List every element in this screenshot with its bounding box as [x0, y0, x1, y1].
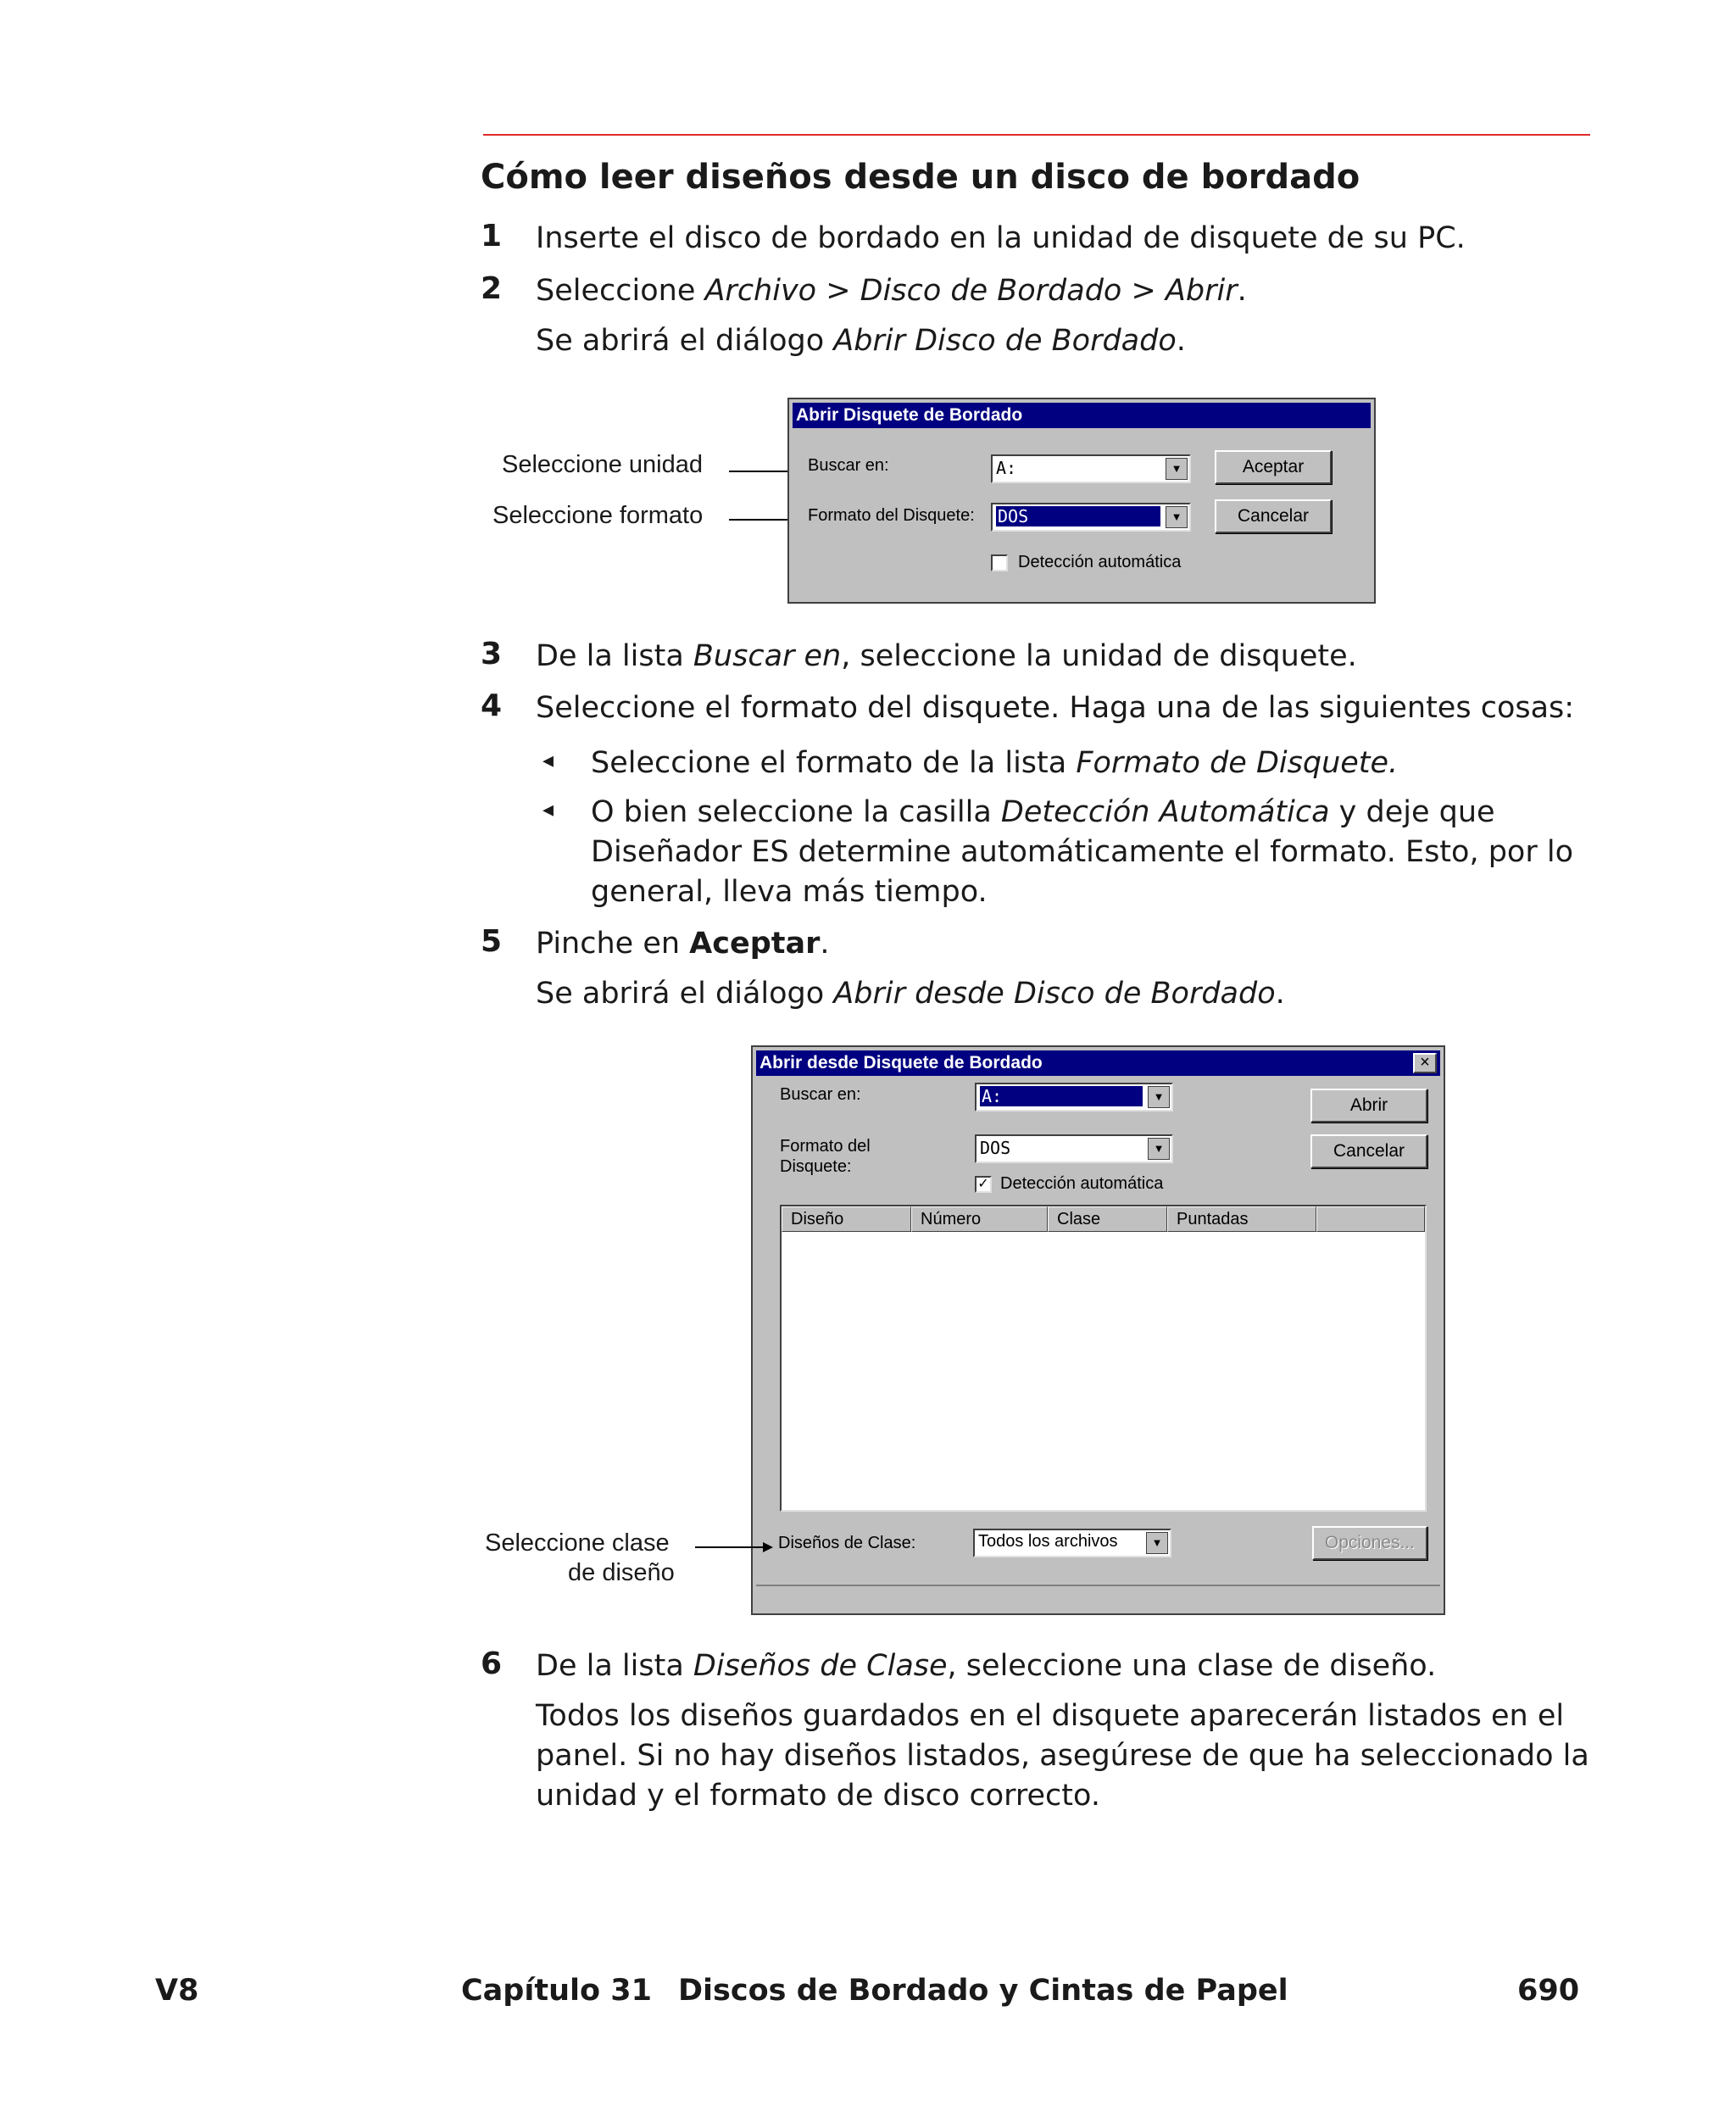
callout-seleccione-clase: Seleccione clase [485, 1529, 670, 1557]
close-icon[interactable]: × [1413, 1053, 1437, 1073]
formato-label-line2: Disquete: [780, 1157, 852, 1176]
step-2-number: 2 [481, 271, 503, 306]
step-6-result-line2: panel. Si no hay diseños listados, asegúrese de que ha seleccionado la [536, 1739, 1589, 1773]
formato-combo[interactable] [991, 503, 1191, 532]
buscar-en-value: A: [996, 458, 1017, 478]
step-5-result: Se abrirá el diálogo Abrir desde Disco de Bordado. [536, 977, 1285, 1011]
step-2-text: Seleccione Archivo > Disco de Bordado > Abrir. [536, 274, 1247, 308]
step-5-text: Pinche en Aceptar. [536, 927, 830, 961]
chevron-down-icon[interactable]: ▼ [1148, 1086, 1170, 1108]
dialog-abrir-desde-disquete [751, 1045, 1445, 1615]
designs-list[interactable] [780, 1205, 1427, 1512]
footer-page-number: 690 [1517, 1974, 1580, 2008]
cancelar-button[interactable]: Cancelar [1310, 1134, 1427, 1168]
step-1-number: 1 [481, 219, 503, 253]
aceptar-bold: Aceptar [689, 927, 821, 961]
step-6-result-line3: unidad y el formato de disco correcto. [536, 1779, 1100, 1813]
column-empty [1316, 1206, 1425, 1232]
auto-detect-checkbox[interactable]: ✓ [975, 1176, 992, 1193]
footer-chapter: Capítulo 31 [461, 1974, 652, 2008]
abrir-button[interactable]: Abrir [1310, 1089, 1427, 1123]
step-3-text: De la lista Buscar en, seleccione la unidad de disquete. [536, 639, 1357, 673]
bullet-marker: ◂ [542, 748, 554, 773]
clase-label: Diseños de Clase: [778, 1534, 916, 1552]
dialog-title: Abrir desde Disquete de Bordado [756, 1050, 1440, 1076]
buscar-en-combo[interactable] [975, 1083, 1173, 1111]
column-clase[interactable]: Clase [1048, 1206, 1167, 1232]
chevron-down-icon[interactable]: ▼ [1148, 1138, 1170, 1160]
formato-value: DOS [980, 1138, 1011, 1158]
clase-combo[interactable] [973, 1529, 1171, 1557]
callout-de-diseno: de diseño [568, 1559, 675, 1586]
auto-detect-checkbox[interactable] [991, 554, 1008, 571]
buscar-en-value: A: [980, 1086, 1143, 1106]
bullet-1-text: Seleccione el formato de la lista Formato de Disquete. [591, 746, 1399, 780]
chevron-down-icon[interactable]: ▼ [1146, 1532, 1168, 1554]
column-numero[interactable]: Número [911, 1206, 1048, 1232]
status-bar [756, 1585, 1440, 1610]
dialog-abrir-disquete [787, 398, 1376, 604]
header-rule [483, 134, 1590, 136]
step-1-text: Inserte el disco de bordado en la unidad de disquete de su PC. [536, 221, 1466, 255]
chevron-down-icon[interactable]: ▼ [1166, 506, 1188, 528]
chevron-down-icon[interactable]: ▼ [1166, 458, 1188, 480]
step-6-number: 6 [481, 1646, 503, 1681]
step-3-number: 3 [481, 637, 503, 671]
bullet-2-line2: Diseñador ES determine automáticamente el formato. Esto, por lo [591, 835, 1573, 869]
formato-label: Formato del Disquete: [808, 506, 975, 525]
auto-detect-label: Detección automática [1000, 1174, 1164, 1193]
menu-path: Archivo > Disco de Bordado > Abrir [704, 274, 1238, 308]
aceptar-button[interactable]: Aceptar [1215, 450, 1332, 484]
dialog-title: Abrir Disquete de Bordado [793, 403, 1371, 428]
column-diseno[interactable]: Diseño [782, 1206, 911, 1232]
opciones-button[interactable]: Opciones... [1312, 1526, 1427, 1560]
clase-value: Todos los archivos [978, 1532, 1118, 1551]
callout-seleccione-unidad: Seleccione unidad [502, 451, 704, 478]
buscar-en-combo[interactable] [991, 454, 1191, 483]
step-6-text: De la lista Diseños de Clase, seleccione una clase de diseño. [536, 1649, 1437, 1683]
callout-arrow-clase [695, 1546, 771, 1548]
bullet-2-line1: O bien seleccione la casilla Detección Automática y deje que [591, 795, 1495, 829]
column-puntadas[interactable]: Puntadas [1167, 1206, 1316, 1232]
step-6-result-line1: Todos los diseños guardados en el disquete aparecerán listados en el [536, 1699, 1565, 1733]
bullet-2-line3: general, lleva más tiempo. [591, 875, 988, 909]
buscar-en-label: Buscar en: [808, 456, 889, 475]
cancelar-button[interactable]: Cancelar [1215, 499, 1332, 533]
step-5-number: 5 [481, 924, 503, 959]
step-4-text: Seleccione el formato del disquete. Haga una de las siguientes cosas: [536, 691, 1575, 725]
formato-combo[interactable] [975, 1134, 1173, 1163]
formato-value: DOS [996, 506, 1160, 526]
formato-label-line1: Formato del [780, 1137, 871, 1156]
section-heading: Cómo leer diseños desde un disco de bordado [481, 158, 1360, 197]
footer-version: V8 [155, 1974, 199, 2008]
auto-detect-label: Detección automática [1018, 553, 1182, 571]
step-2-result: Se abrirá el diálogo Abrir Disco de Bordado. [536, 324, 1186, 358]
footer-chapter-title: Discos de Bordado y Cintas de Papel [678, 1974, 1288, 2008]
buscar-en-label: Buscar en: [780, 1085, 861, 1104]
bullet-marker: ◂ [542, 797, 554, 822]
step-4-number: 4 [481, 688, 503, 723]
callout-seleccione-formato: Seleccione formato [492, 502, 704, 529]
